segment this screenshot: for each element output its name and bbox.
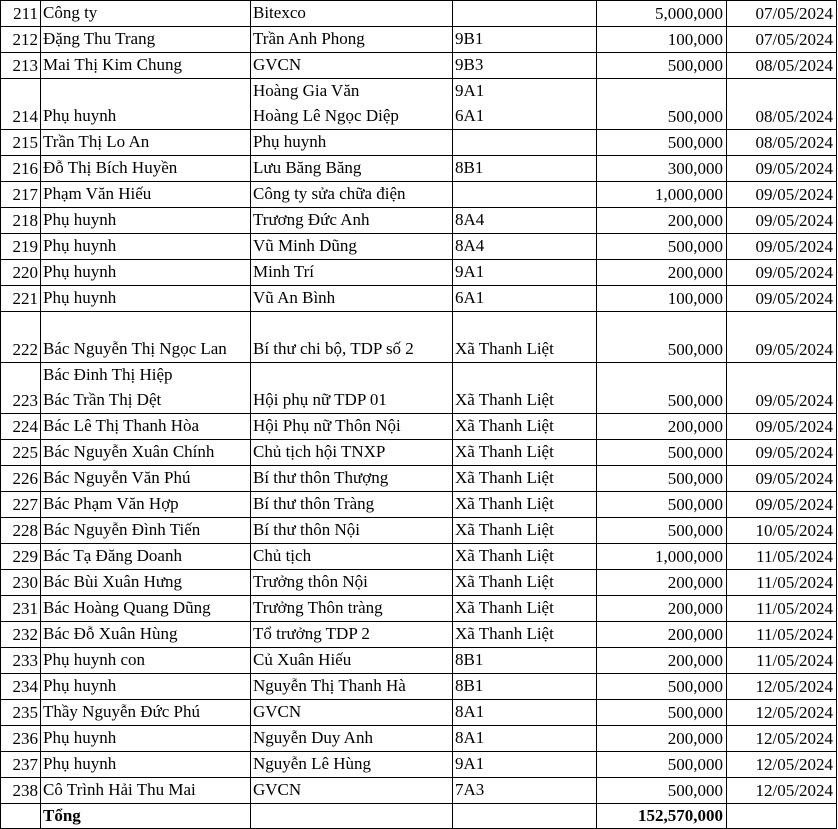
donation-date: 09/05/2024: [727, 182, 837, 208]
donation-amount: 200,000: [597, 570, 727, 596]
donor-class-line: Xã Thanh Liệt: [455, 416, 554, 435]
donor-name-line: Bác Nguyễn Đình Tiến: [43, 520, 201, 539]
donor-unit-line: Củ Xuân Hiếu: [253, 650, 352, 669]
donation-date: 10/05/2024: [727, 518, 837, 544]
table-body: [1, 1, 837, 804]
donor-class-line: [455, 130, 593, 155]
donor-unit-line: Bí thư chi bộ, TDP số 2: [253, 339, 414, 358]
donor-class: [453, 674, 597, 700]
donor-class: [453, 752, 597, 778]
donor-name-line: Bác Nguyễn Thị Ngọc Lan: [43, 339, 227, 358]
table-row: [1, 596, 837, 622]
donor-class-line: [455, 1, 593, 26]
donor-class-line: Xã Thanh Liệt: [455, 390, 554, 409]
donor-unit: [251, 1, 453, 27]
donor-class-line: 8B1: [455, 158, 484, 177]
donor-name-line: Bác Đinh Thị Hiệp: [43, 365, 173, 384]
table-row: [1, 752, 837, 778]
donor-unit-line: Chủ tịch hội TNXP: [253, 442, 386, 461]
donor-name: [41, 234, 251, 260]
donation-date: 11/05/2024: [727, 622, 837, 648]
donor-name-line: Bác Lê Thị Thanh Hòa: [43, 416, 200, 435]
donor-name-line: Trần Thị Lo An: [43, 132, 150, 151]
donation-date: 11/05/2024: [727, 544, 837, 570]
donor-class-line: 7A3: [455, 780, 485, 799]
donation-amount: 100,000: [597, 286, 727, 312]
table-row: [1, 27, 837, 53]
donation-amount: 500,000: [597, 466, 727, 492]
donor-unit: [251, 596, 453, 622]
donor-unit: [251, 182, 453, 208]
row-number: 225: [1, 440, 41, 466]
table-row: [1, 674, 837, 700]
donor-unit-line: Trần Anh Phong: [253, 29, 365, 48]
donor-class-line: 9B3: [455, 55, 484, 74]
donor-unit: [251, 27, 453, 53]
donor-name: [41, 544, 251, 570]
donor-class: [453, 130, 597, 156]
donor-unit-line: Vũ Minh Dũng: [253, 236, 357, 255]
donor-class: [453, 79, 597, 130]
donor-unit: [251, 466, 453, 492]
donation-amount: 500,000: [597, 778, 727, 804]
donation-amount: 200,000: [597, 596, 727, 622]
donor-class: [453, 492, 597, 518]
donor-unit-line: Bí thư thôn Tràng: [253, 494, 375, 513]
total-row: [1, 804, 837, 829]
donor-class-line: Xã Thanh Liệt: [455, 572, 554, 591]
donation-amount: 200,000: [597, 648, 727, 674]
donor-name-line: [43, 79, 247, 104]
donor-class: [453, 440, 597, 466]
donor-unit: [251, 414, 453, 440]
donor-unit-line: Tổ trưởng TDP 2: [253, 624, 370, 643]
donor-name-line: Bác Bùi Xuân Hưng: [43, 572, 183, 591]
donor-unit: [251, 156, 453, 182]
donor-name: [41, 27, 251, 53]
donation-date: 09/05/2024: [727, 286, 837, 312]
table-row: [1, 440, 837, 466]
donor-unit-line: Hội Phụ nữ Thôn Nội: [253, 416, 401, 435]
donor-name-line: Phụ huynh: [43, 262, 117, 281]
donor-unit-line: Công ty sửa chữa điện: [253, 184, 406, 203]
donor-class-line: Xã Thanh Liệt: [455, 494, 554, 513]
donor-class-line: 8A4: [455, 210, 485, 229]
donor-unit-line: Trương Đức Anh: [253, 210, 370, 229]
donor-class: [453, 778, 597, 804]
donation-amount: 200,000: [597, 622, 727, 648]
donor-class: [453, 570, 597, 596]
donor-class-line: Xã Thanh Liệt: [455, 546, 554, 565]
table-row: [1, 53, 837, 79]
donor-class-line: 6A1: [455, 106, 485, 125]
donor-name-line: Bác Trần Thị Dệt: [43, 390, 162, 409]
donor-name: [41, 79, 251, 130]
donation-date: 07/05/2024: [727, 1, 837, 27]
row-number: 227: [1, 492, 41, 518]
donor-unit-line: GVCN: [253, 780, 302, 799]
row-number: 238: [1, 778, 41, 804]
donor-class-line: 9A1: [455, 754, 485, 773]
table-row: [1, 208, 837, 234]
donor-name-line: Bác Nguyễn Văn Phú: [43, 468, 191, 487]
donor-class-line: [455, 182, 593, 207]
donor-class: [453, 312, 597, 363]
donation-date: 12/05/2024: [727, 726, 837, 752]
table-row: [1, 260, 837, 286]
donation-date: 09/05/2024: [727, 156, 837, 182]
row-number: 224: [1, 414, 41, 440]
donor-name: [41, 156, 251, 182]
row-number: 222: [1, 312, 41, 363]
donor-name: [41, 208, 251, 234]
donor-unit-line: Nguyễn Thị Thanh Hà: [253, 676, 406, 695]
row-number: 212: [1, 27, 41, 53]
donor-unit: [251, 778, 453, 804]
row-number: 235: [1, 700, 41, 726]
donation-amount: 1,000,000: [597, 182, 727, 208]
donor-class: [453, 648, 597, 674]
donor-name-line: Bác Hoàng Quang Dũng: [43, 598, 211, 617]
donation-date: 07/05/2024: [727, 27, 837, 53]
donation-date: 11/05/2024: [727, 570, 837, 596]
donor-name: [41, 674, 251, 700]
donor-name: [41, 492, 251, 518]
row-number: 221: [1, 286, 41, 312]
row-number: 232: [1, 622, 41, 648]
donor-name-line: Mai Thị Kim Chung: [43, 55, 182, 74]
donor-name: [41, 130, 251, 156]
donation-date: 09/05/2024: [727, 234, 837, 260]
donor-unit-line: Nguyễn Duy Anh: [253, 728, 373, 747]
total-amount: 152,570,000: [597, 804, 727, 829]
row-number: 220: [1, 260, 41, 286]
donor-unit-line: Trưởng Thôn tràng: [253, 598, 383, 617]
donor-name-line: Cô Trình Hải Thu Mai: [43, 780, 196, 799]
donor-unit: [251, 622, 453, 648]
donation-amount: 300,000: [597, 156, 727, 182]
row-number: 233: [1, 648, 41, 674]
donor-unit: [251, 130, 453, 156]
table-row: [1, 156, 837, 182]
row-number: 234: [1, 674, 41, 700]
donation-date: 11/05/2024: [727, 596, 837, 622]
donor-unit: [251, 752, 453, 778]
donation-amount: 500,000: [597, 79, 727, 130]
donor-class: [453, 53, 597, 79]
donor-name: [41, 363, 251, 414]
donor-class: [453, 1, 597, 27]
donor-class: [453, 414, 597, 440]
donor-name-line: Phụ huynh: [43, 106, 117, 125]
row-number: 231: [1, 596, 41, 622]
donor-class-line: 9A1: [455, 81, 485, 100]
row-number: 217: [1, 182, 41, 208]
table-row: [1, 234, 837, 260]
donor-name: [41, 414, 251, 440]
donation-date: 09/05/2024: [727, 466, 837, 492]
table-row: [1, 648, 837, 674]
donation-amount: 200,000: [597, 208, 727, 234]
donor-unit: [251, 208, 453, 234]
table-row: [1, 130, 837, 156]
donor-unit: [251, 648, 453, 674]
donation-amount: 500,000: [597, 700, 727, 726]
donor-class: [453, 156, 597, 182]
donation-date: 09/05/2024: [727, 440, 837, 466]
donor-unit: [251, 726, 453, 752]
donor-name-line: Bác Tạ Đăng Doanh: [43, 546, 182, 565]
donor-class-line: 8A4: [455, 236, 485, 255]
donor-class-line: Xã Thanh Liệt: [455, 339, 554, 358]
donation-date: 12/05/2024: [727, 674, 837, 700]
donor-class-line: 8A1: [455, 728, 485, 747]
donation-amount: 200,000: [597, 414, 727, 440]
donor-unit-line: Bí thư thôn Thượng: [253, 468, 389, 487]
donor-name-line: Phụ huynh: [43, 288, 117, 307]
donation-amount: 500,000: [597, 363, 727, 414]
donor-name: [41, 286, 251, 312]
donor-unit-line: GVCN: [253, 55, 302, 74]
donor-unit-line: Phụ huynh: [253, 132, 327, 151]
donation-amount: 500,000: [597, 53, 727, 79]
donor-name: [41, 182, 251, 208]
donor-unit: [251, 700, 453, 726]
donation-date: 09/05/2024: [727, 208, 837, 234]
donation-date: 09/05/2024: [727, 492, 837, 518]
donor-unit-line: Bí thư thôn Nội: [253, 520, 360, 539]
donation-date: 09/05/2024: [727, 260, 837, 286]
donor-class: [453, 208, 597, 234]
donor-name-line: Phụ huynh: [43, 676, 117, 695]
row-number: 228: [1, 518, 41, 544]
row-number: 218: [1, 208, 41, 234]
donation-date: 09/05/2024: [727, 414, 837, 440]
donor-class: [453, 726, 597, 752]
donor-unit-line: Bitexco: [253, 3, 306, 22]
donor-unit: [251, 234, 453, 260]
donor-name: [41, 700, 251, 726]
row-number: 219: [1, 234, 41, 260]
row-number: 215: [1, 130, 41, 156]
table-row: [1, 79, 837, 130]
table-row: [1, 312, 837, 363]
donor-class: [453, 518, 597, 544]
row-number: 237: [1, 752, 41, 778]
donor-name: [41, 260, 251, 286]
donor-unit: [251, 286, 453, 312]
donor-name: [41, 596, 251, 622]
table-row: [1, 778, 837, 804]
donation-date: 12/05/2024: [727, 752, 837, 778]
donor-name: [41, 752, 251, 778]
donor-unit-line: Nguyễn Lê Hùng: [253, 754, 372, 773]
total-label: Tổng: [41, 804, 251, 829]
donor-class: [453, 260, 597, 286]
donation-amount: 500,000: [597, 440, 727, 466]
table-row: [1, 544, 837, 570]
donor-name: [41, 726, 251, 752]
donation-amount: 500,000: [597, 130, 727, 156]
donor-unit: [251, 79, 453, 130]
donor-unit-line: [253, 363, 449, 388]
donor-unit-line: GVCN: [253, 702, 302, 721]
donor-class: [453, 596, 597, 622]
donation-date: 08/05/2024: [727, 130, 837, 156]
donation-date: 08/05/2024: [727, 79, 837, 130]
donor-name-line: Bác Nguyễn Xuân Chính: [43, 442, 215, 461]
donor-unit: [251, 518, 453, 544]
donor-class-line: 8B1: [455, 676, 484, 695]
table-row: [1, 182, 837, 208]
donation-date: 12/05/2024: [727, 700, 837, 726]
donation-amount: 1,000,000: [597, 544, 727, 570]
table-row: [1, 1, 837, 27]
donation-amount: 500,000: [597, 312, 727, 363]
row-number: 236: [1, 726, 41, 752]
donor-name-line: Đặng Thu Trang: [43, 29, 156, 48]
donor-class-line: [455, 363, 593, 388]
donor-unit-line: Lưu Băng Băng: [253, 158, 362, 177]
donor-name-line: Phụ huynh: [43, 236, 117, 255]
table-row: [1, 700, 837, 726]
donor-unit-line: Minh Trí: [253, 262, 314, 281]
donor-name-line: Công ty: [43, 3, 98, 22]
donor-class: [453, 286, 597, 312]
donor-unit: [251, 363, 453, 414]
table-row: [1, 363, 837, 414]
donor-name: [41, 778, 251, 804]
donor-name: [41, 518, 251, 544]
row-number: 229: [1, 544, 41, 570]
table-row: [1, 286, 837, 312]
donor-name-line: [43, 312, 247, 337]
donor-unit-line: Vũ An Bình: [253, 288, 336, 307]
donor-name-line: Thầy Nguyễn Đức Phú: [43, 702, 200, 721]
donation-amount: 500,000: [597, 752, 727, 778]
donation-amount: 500,000: [597, 518, 727, 544]
donation-amount: 500,000: [597, 674, 727, 700]
donor-name: [41, 648, 251, 674]
donor-unit-line: Chủ tịch: [253, 546, 312, 565]
donor-name: [41, 53, 251, 79]
donor-class: [453, 234, 597, 260]
donor-class: [453, 700, 597, 726]
donor-unit-line: Hoàng Lê Ngọc Diệp: [253, 106, 399, 125]
donor-unit: [251, 440, 453, 466]
donation-date: 12/05/2024: [727, 778, 837, 804]
row-number: 230: [1, 570, 41, 596]
table-row: [1, 570, 837, 596]
donor-unit: [251, 544, 453, 570]
donor-unit: [251, 674, 453, 700]
donor-name-line: Đỗ Thị Bích Huyền: [43, 158, 178, 177]
donor-name: [41, 466, 251, 492]
donor-class-line: 8A1: [455, 702, 485, 721]
donor-class: [453, 466, 597, 492]
donor-unit: [251, 570, 453, 596]
donation-date: 08/05/2024: [727, 53, 837, 79]
donor-class-line: 6A1: [455, 288, 485, 307]
donor-name-line: Bác Đỗ Xuân Hùng: [43, 624, 178, 643]
donor-name: [41, 440, 251, 466]
donor-class-line: Xã Thanh Liệt: [455, 624, 554, 643]
donor-class-line: Xã Thanh Liệt: [455, 468, 554, 487]
donor-class-line: Xã Thanh Liệt: [455, 598, 554, 617]
donation-amount: 500,000: [597, 234, 727, 260]
donor-unit: [251, 260, 453, 286]
donation-amount: 100,000: [597, 27, 727, 53]
donor-class: [453, 363, 597, 414]
donor-unit-line: Hội phụ nữ TDP 01: [253, 390, 387, 409]
table-row: [1, 518, 837, 544]
donation-amount: 5,000,000: [597, 1, 727, 27]
row-number: 226: [1, 466, 41, 492]
donation-amount: 200,000: [597, 260, 727, 286]
donor-class: [453, 622, 597, 648]
donor-class-line: 8B1: [455, 650, 484, 669]
donor-name-line: Phụ huynh con: [43, 650, 145, 669]
table-row: [1, 622, 837, 648]
donor-class: [453, 27, 597, 53]
row-number: 213: [1, 53, 41, 79]
donor-class-line: Xã Thanh Liệt: [455, 442, 554, 461]
donation-date: 09/05/2024: [727, 312, 837, 363]
donor-name: [41, 570, 251, 596]
donor-class-line: 9A1: [455, 262, 485, 281]
donor-name: [41, 622, 251, 648]
donor-unit-line: Trưởng thôn Nội: [253, 572, 368, 591]
donor-class: [453, 544, 597, 570]
donor-unit: [251, 492, 453, 518]
donor-name: [41, 312, 251, 363]
donor-class-line: 9B1: [455, 29, 484, 48]
donor-unit: [251, 312, 453, 363]
donation-date: 11/05/2024: [727, 648, 837, 674]
donor-name-line: Phụ huynh: [43, 728, 117, 747]
donor-name: [41, 1, 251, 27]
table-row: [1, 726, 837, 752]
donation-amount: 200,000: [597, 726, 727, 752]
donor-name-line: Phạm Văn Hiếu: [43, 184, 152, 203]
table-row: [1, 466, 837, 492]
donation-date: 09/05/2024: [727, 363, 837, 414]
table-row: [1, 492, 837, 518]
row-number: 211: [1, 1, 41, 27]
donor-unit-line: [253, 312, 449, 337]
donor-class-line: [455, 312, 593, 337]
donor-name-line: Phụ huynh: [43, 754, 117, 773]
table-row: [1, 414, 837, 440]
donor-name-line: Phụ huynh: [43, 210, 117, 229]
row-number: 223: [1, 363, 41, 414]
donor-unit-line: Hoàng Gia Văn: [253, 81, 360, 100]
donor-class-line: Xã Thanh Liệt: [455, 520, 554, 539]
row-number: 214: [1, 79, 41, 130]
donation-amount: 500,000: [597, 492, 727, 518]
donor-class: [453, 182, 597, 208]
row-number: 216: [1, 156, 41, 182]
donor-name-line: Bác Phạm Văn Hợp: [43, 494, 179, 513]
donor-unit: [251, 53, 453, 79]
